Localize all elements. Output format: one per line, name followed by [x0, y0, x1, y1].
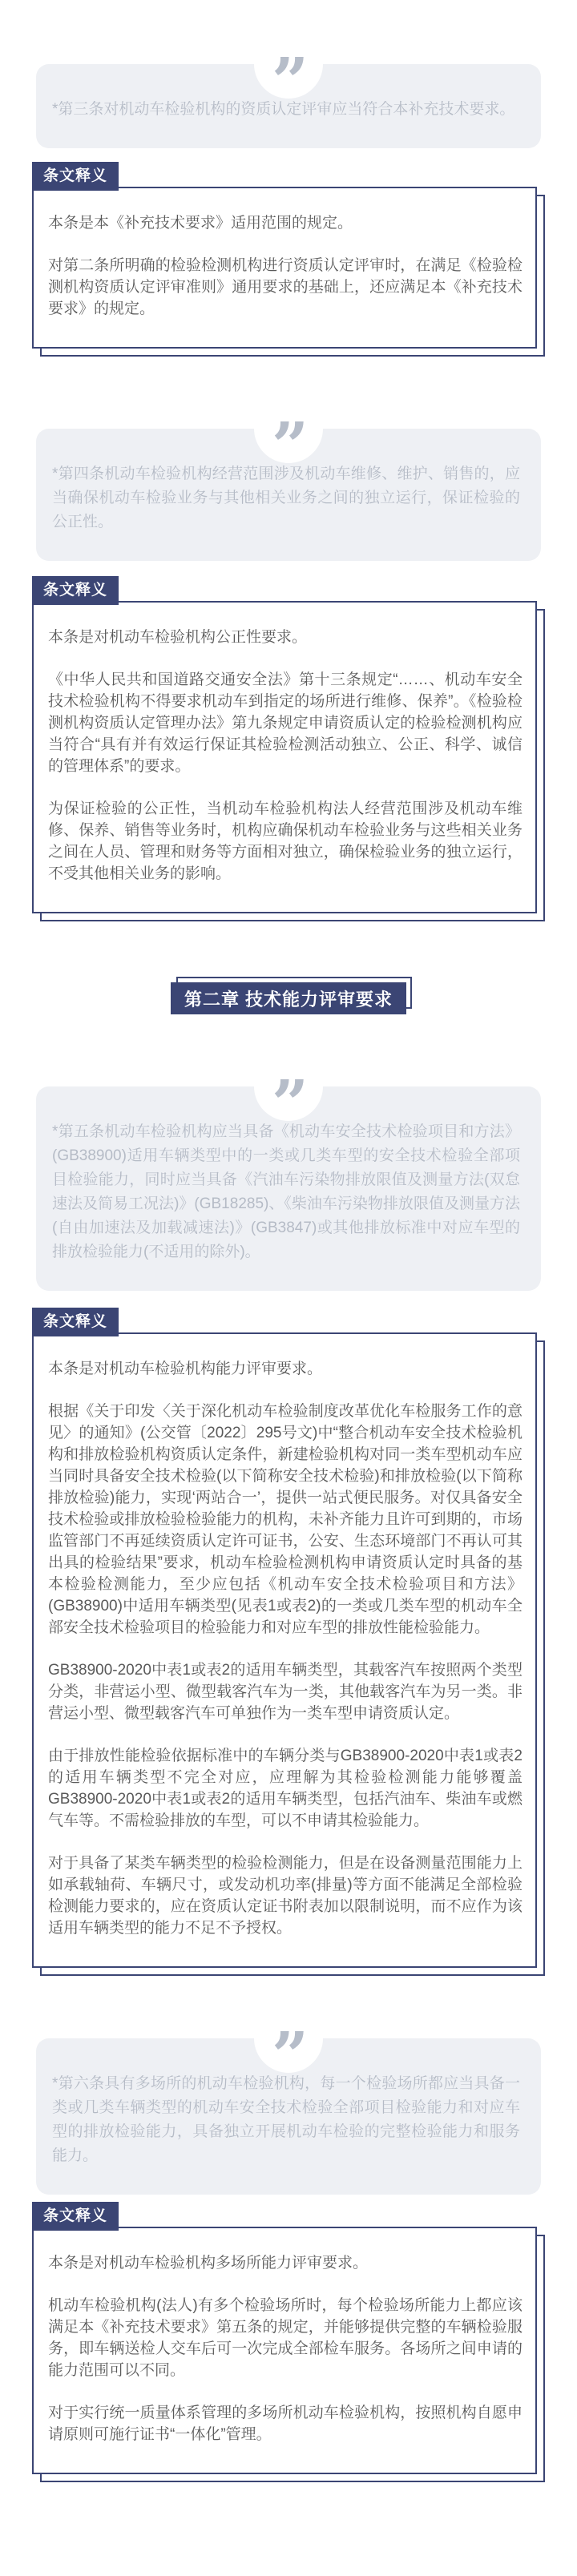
interpretation-label: 条文释义 [32, 576, 119, 605]
article-3-quote-text: *第三条对机动车检验机构的资质认定评审应当符合本补充技术要求。 [52, 101, 515, 118]
interpretation-paragraph: 本条是本《补充技术要求》适用范围的规定。 [48, 215, 353, 232]
interpretation-box [32, 582, 537, 913]
article-4-quote-card [36, 408, 541, 561]
chapter-title: 第二章 技术能力评审要求 [171, 982, 406, 1014]
quote-circle [254, 30, 323, 119]
interpretation-paragraph: 对于具备了某类车辆类型的检验检测能力，但是在设备测量范围能力上如承载轴荷、车辆尺寸，或发动机功率(排量)等方面不能满足全部检验检测能力要求的，应在资质认定证书附表加以限制说明，而不应作为该适用车辆类型的能力不足不予授权。 [48, 1855, 523, 1937]
interpretation-paragraph: GB38900-2020中表1或表2的适用车辆类型，其载客汽车按照两个类型分类，非营运小型、微型载客汽车为一类，其他载客汽车为另一类。非营运小型、微型载客汽车可单独作为一类车型申请资质认定。 [48, 1662, 523, 1722]
interpretation-box [32, 1313, 537, 1968]
article-6-interpretation-card [32, 2207, 537, 2474]
article-3-interpretation-card [32, 167, 537, 349]
interpretation-label: 条文释义 [32, 2202, 119, 2231]
interpretation-paragraph: 本条是对机动车检验机构能力评审要求。 [48, 1361, 323, 1377]
interpretation-box [32, 2207, 537, 2474]
article-6-quote-card [36, 2018, 541, 2195]
interpretation-label: 条文释义 [32, 162, 119, 191]
article-4-quote-text: *第四条机动车检验机构经营范围涉及机动车维修、维护、销售的，应当确保机动车检验业务与其他相关业务之间的独立运行，保证检验的公正性。 [52, 466, 520, 530]
interpretation-paragraph: 本条是对机动车检验机构多场所能力评审要求。 [48, 2255, 369, 2272]
article-6-quote-text: *第六条具有多场所的机动车检验机构，每一个检验场所都应当具备一类或几类车辆类型的机动车安全技术检验全部项目检验能力和对应车型的排放检验能力，具备独立开展机动车检验的完整检验能力和服务能力。 [52, 2075, 520, 2164]
quote-circle [254, 2004, 323, 2093]
quote-icon: ” [271, 408, 305, 483]
quote-icon: ” [271, 2018, 305, 2093]
quote-circle [254, 394, 323, 483]
interpretation-box [32, 167, 537, 349]
quote-icon: ” [271, 1066, 305, 1141]
article-3-quote-card [36, 43, 541, 148]
article-5-quote-card [36, 1066, 541, 1291]
article-5-interpretation-card [32, 1313, 537, 1968]
interpretation-label: 条文释义 [32, 1308, 119, 1336]
article-4-interpretation-card [32, 582, 537, 913]
interpretation-paragraph: 对第二条所明确的检验检测机构进行资质认定评审时，在满足《检验检测机构资质认定评审准则》通用要求的基础上，还应满足本《补充技术要求》的规定。 [48, 257, 523, 317]
interpretation-paragraph: 机动车检验机构(法人)有多个检验场所时，每个检验场所能力上都应该满足本《补充技术要求》第五条的规定，并能够提供完整的车辆检验服务，即车辆送检人交车后可一次完成全部检车服务。各场所之间申请的能力范围可以不同。 [48, 2297, 523, 2379]
interpretation-paragraph: 由于排放性能检验依据标准中的车辆分类与GB38900-2020中表1或表2的适用车辆类型不完全对应，应理解为其检验检测能力能够覆盖GB38900-2020中表1或表2的适用车辆类型，包括汽油车、柴油车或燃气车等。不需检验排放的车型，可以不申请其检验能力。 [48, 1748, 523, 1829]
chapter-heading [171, 982, 406, 1014]
interpretation-paragraph: 《中华人民共和国道路交通安全法》第十三条规定“……、机动车安全技术检验机构不得要求机动车到指定的场所进行维修、保养”。《检验检测机构资质认定管理办法》第九条规定申请资质认定的检验检测机构应当符合“具有并有效运行保证其检验检测活动独立、公正、科学、诚信的管理体系”的要求。 [48, 671, 523, 775]
interpretation-paragraph: 根据《关于印发〈关于深化机动车检验制度改革优化车检服务工作的意见〉的通知》(公交管〔2022〕295号文)中“整合机动车安全技术检验机构和排放检验机构资质认定条件，新建检验机构对同一类车型机动车应当同时具备安全技术检验(以下简称安全技术检验)和排放检验(以下简称排放检验)能力，实现‘两站合一’，提供一站式便民服务。对仅具备安全技术检验或排放检验检验能力的机构，未补齐能力且许可到期的，市场监管部门不再延续资质认定许可证书，公安、生态环境部门不再认可其出具的检验结果”要求，机动车检验检测机构申请资质认定时具备的基本检验检测能力，至少应包括《机动车安全技术检验项目和方法》(GB38900)中适用车辆类型(见表1或表2)的一类或几类车型的机动车全部安全技术检验项目的检验能力和对应车型的排放性能检验能力。 [48, 1403, 523, 1636]
interpretation-paragraph: 对于实行统一质量体系管理的多场所机动车检验机构，按照机构自愿申请原则可施行证书“一体化”管理。 [48, 2405, 523, 2443]
interpretation-paragraph: 本条是对机动车检验机构公正性要求。 [48, 629, 308, 646]
quote-icon: ” [271, 43, 305, 119]
interpretation-paragraph: 为保证检验的公正性，当机动车检验机构法人经营范围涉及机动车维修、保养、销售等业务时，机构应确保机动车检验业务与这些相关业务之间在人员、管理和财务等方面相对独立，确保检验业务的独立运行，不受其他相关业务的影响。 [48, 800, 523, 882]
article-5-quote-text: *第五条机动车检验机构应当具备《机动车安全技术检验项目和方法》(GB38900)适用车辆类型中的一类或几类车型的安全技术检验全部项目检验能力，同时应当具备《汽油车污染物排放限值及测量方法(双怠速法及简易工况法)》(GB18285)、《柴油车污染物排放限值及测量方法(自由加速法及加载减速法)》(GB3847)或其他排放标准中对应车型的排放检验能力(不适用的除外)。 [52, 1123, 520, 1260]
quote-circle [254, 1052, 323, 1141]
